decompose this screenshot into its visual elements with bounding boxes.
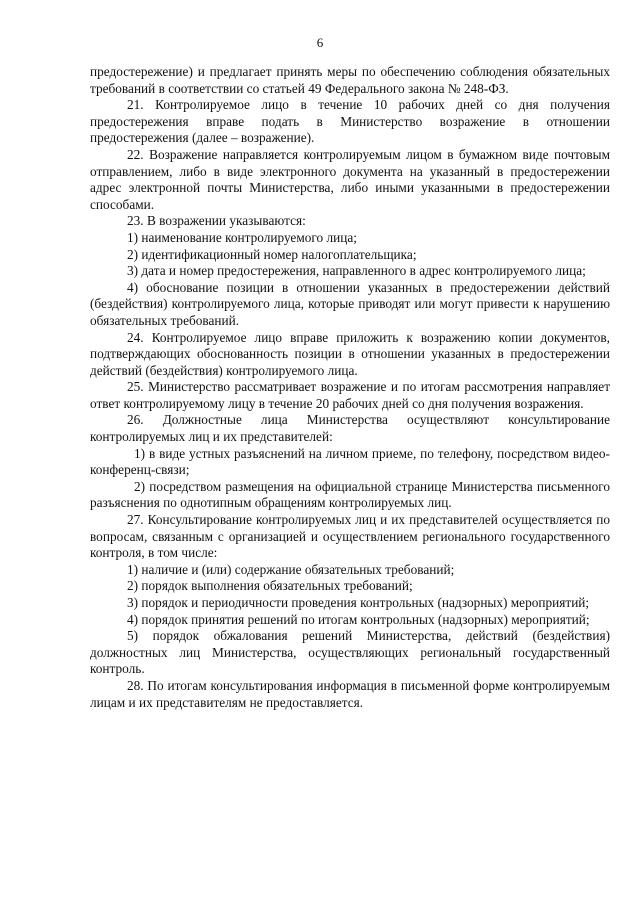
list-item: 1) наименование контролируемого лица;	[127, 229, 357, 245]
paragraph: 28. По итогам консультирования информация в письменной форме контролируемым лицам и их представителям не предоставляется.	[90, 677, 610, 710]
list-item: 5) порядок обжалования решений Министерства, действий (бездействия) должностных лиц Министерства, осуществляющих региональный государственный контроль.	[90, 628, 610, 677]
paragraph: предостережение) и предлагает принять меры по обеспечению соблюдения обязательных требований в соответствии со статьей 49 Федерального закона № 248-ФЗ.	[90, 64, 610, 96]
paragraph: 27. Консультирование контролируемых лиц и их представителей осуществляется по вопросам, связанным с организацией и осуществлением регионального государственного контроля, в том числе:	[90, 512, 610, 561]
paragraph: 21. Контролируемое лицо в течение 10 рабочих дней со дня получения предостережения вправе подать в Министерство возражение в отношении предостережения (далее – возражение).	[90, 97, 610, 146]
list-item: 4) обоснование позиции в отношении указанных в предостережении действий (бездействия) контролируемого лица, которые приводят или могут привести к нарушению обязательных требований.	[90, 279, 610, 328]
paragraph: 23. В возражении указываются:	[127, 213, 306, 229]
list-item: 1) наличие и (или) содержание обязательных требований;	[127, 561, 455, 577]
list-item: 4) порядок принятия решений по итогам контрольных (надзорных) мероприятий;	[127, 611, 590, 627]
paragraph: 22. Возражение направляется контролируемым лицом в бумажном виде почтовым отправлением, либо в виде электронного документа на указанный в предостережении адрес электронной почты Министерства, либо иными указанными в предостережении способами.	[90, 146, 610, 212]
list-item: 2) порядок выполнения обязательных требований;	[127, 578, 413, 594]
paragraph: 26. Должностные лица Министерства осуществляют консультирование контролируемых лиц и их представителей:	[90, 412, 610, 445]
list-item: 1) в виде устных разъяснений на личном приеме, по телефону, посредством видео-конференц-связи;	[90, 445, 610, 478]
list-item: 3) порядок и периодичности проведения контрольных (надзорных) мероприятий;	[127, 595, 590, 610]
list-item: 3) дата и номер предостережения, направленного в адрес контролируемого лица;	[127, 263, 586, 279]
list-item: 2) идентификационный номер налогоплательщика;	[127, 246, 417, 262]
list-item: 2) посредством размещения на официальной странице Министерства письменного разъяснения по однотипным обращениям контролируемых лиц.	[90, 478, 610, 511]
paragraph: 25. Министерство рассматривает возражение и по итогам рассмотрения направляет ответ контролируемому лицу в течение 20 рабочих дней со дня получения возражения.	[90, 379, 610, 411]
page-number: 6	[316, 35, 324, 50]
paragraph: 24. Контролируемое лицо вправе приложить к возражению копии документов, подтверждающих обоснованность позиции в отношении указанных в предостережении действий (бездействия) контролируемого лица.	[90, 329, 610, 378]
document-body	[90, 64, 610, 711]
